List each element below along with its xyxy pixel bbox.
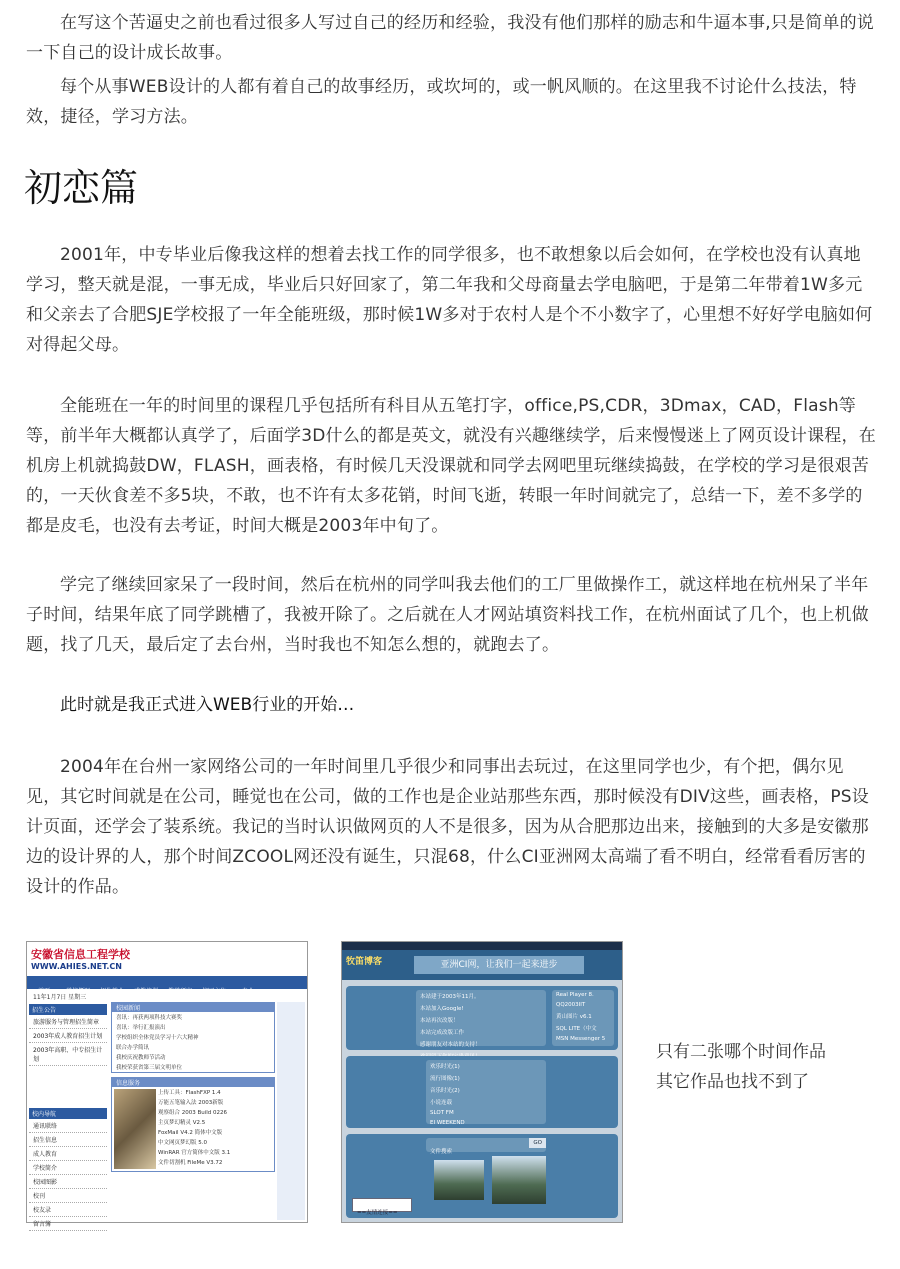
paragraph-course: 全能班在一年的时间里的课程几乎包括所有科目从五笔打字，office,PS,CDR，3Dmax，CAD，Flash等等，前半年大概都认真学了，后面学3D什么的都是英文，就没有兴趣继续学，后来慢慢迷上了网页设计课程，在机房上机就捣鼓DW，FLASH，画表格，有时候几天没课就和同学去网吧里玩继续捣鼓，在学校的学习是很艰苦的，一天伙食差不多5块，不敢，也不许有太多花销，时间飞逝，转眼一年时间就完了，总结一下，差不多学的都是皮毛，也没有去考证，时间大概是2003年中旬了。 xyxy=(26,396,876,536)
sidebar-item: 成人教育 xyxy=(29,1147,107,1161)
nav-item: 校园文化 xyxy=(201,988,226,995)
service-line: WinRAR 官方简体中文版 3.1 xyxy=(158,1150,231,1156)
paragraph-hangzhou: 学完了继续回家呆了一段时间，然后在杭州的同学叫我去他们的工厂里做操作工，就这样地在杭州呆了半年子时间，结果年底了同学跳槽了，我被开除了。之后就在人才网站填资料找工作，在杭州面试了几个，也上机做题，找了几天，最后定了去台州，当时我也不知怎么想的，就跑去了。 xyxy=(26,575,869,655)
building-photo xyxy=(114,1089,156,1169)
service-line: 主页梦幻精灵 V2.5 xyxy=(158,1120,206,1126)
sidebar-item: 招生信息 xyxy=(29,1133,107,1147)
category-line: 小说连载 xyxy=(430,1100,453,1106)
category-list xyxy=(426,1060,546,1124)
service-line: 文件切割机 FileMe V3.72 xyxy=(158,1160,223,1166)
news-line: 联合办学简讯 xyxy=(116,1045,150,1051)
news-line: 我校庆祝教师节活动 xyxy=(116,1055,166,1061)
site-banner: 亚洲CI网，让我们一起来进步 xyxy=(414,956,584,974)
news-line: 喜讯：再获两项科技大赛奖 xyxy=(116,1015,183,1021)
work-screenshot-blog-site xyxy=(341,941,623,1223)
sidebar-item: 学校简介 xyxy=(29,1161,107,1175)
site-topbar xyxy=(342,942,622,950)
download-line: Real Player 8. xyxy=(556,992,594,998)
service-line: 万能五笔输入法 2003新版 xyxy=(158,1100,224,1106)
news-box-title: 校园新闻 xyxy=(112,1003,274,1012)
section-title: 初恋篇 xyxy=(24,166,139,210)
notice-line: 本站完成改版工作 xyxy=(420,1030,465,1036)
category-line: SLOT FM xyxy=(430,1110,454,1116)
service-line: 观察组合 2003 Build 0226 xyxy=(158,1110,228,1116)
list-panel xyxy=(346,1056,618,1128)
service-box xyxy=(111,1077,275,1172)
link-select[interactable] xyxy=(352,1198,412,1216)
work-screenshot-school-site xyxy=(26,941,308,1228)
notice-line: 本站建于2003年11月。 xyxy=(420,994,480,1000)
notice-line: 本站再次改版！ xyxy=(420,1018,459,1024)
nav-item: 成教培训 xyxy=(133,988,158,995)
sidebar-item: 2003年高职、中专招生计划 xyxy=(29,1043,107,1066)
service-line: FoxMail V4.2 简体中文版 xyxy=(158,1130,223,1136)
site-right-column xyxy=(277,1002,305,1220)
search-label: 文件搜索 xyxy=(430,1149,453,1155)
paragraph-2004: 2004年在台州一家网络公司的一年时间里几乎很少和同事出去玩过，在这里同学也少，有个把，偶尔见见，其它时间就是在公司，睡觉也在公司，做的工作也是企业站那些东西，那时候没有DIV这些，画表格，PS设计页面，还学会了装系统。我记的当时认识做网页的人不是很多，因为从合肥那边出来，接触到的大多是安徽那边的设计界的人，那个时间ZCOOL网还没有诞生，只混68，什么CI亚洲网太高端了看不明白，经常看看厉害的设计的作品。 xyxy=(26,757,869,897)
service-box-title: 信息服务 xyxy=(112,1078,274,1087)
nav-item: 招生就业 xyxy=(99,988,124,995)
paragraph-2001: 2001年，中专毕业后像我这样的想着去找工作的同学很多，也不敢想象以后会如何，在学校也没有认真地学习，整天就是混，一事无成，毕业后只好回家了，第二年我和父母商量去学电脑吧，于是第二年带着1W多元和父亲去了合肥SJE学校报了一年全能班级，那时候1W多对于农村人是个不小数字了，心里想不好好学电脑如何对得起父母。 xyxy=(26,245,873,355)
nav-item: 学校概况 xyxy=(65,988,90,995)
download-line: 黄山图片 v6.1 xyxy=(556,1014,592,1020)
sidebar-item: 校友录 xyxy=(29,1203,107,1217)
sidebar-item: 校刊 xyxy=(29,1189,107,1203)
sidebar-item: 旅游服务与管理招生简章 xyxy=(29,1015,107,1029)
download-line: QQ2003IIT xyxy=(556,1002,586,1008)
sidebar-title: 招生公告 xyxy=(29,1004,107,1015)
news-line: 喜讯：举行汇报演出 xyxy=(116,1025,166,1031)
lead-line: 此时就是我正式进入WEB行业的开始… xyxy=(60,695,355,715)
nav-item: 教学研究 xyxy=(167,988,192,995)
caption-line-1: 只有二张哪个时间作品 xyxy=(656,1042,826,1062)
download-line: SQL LITE（中文 xyxy=(556,1026,597,1032)
news-box xyxy=(111,1002,275,1073)
site-logo: 牧笛博客 xyxy=(346,957,383,967)
search-panel xyxy=(346,1134,618,1218)
landscape-photo-2 xyxy=(492,1156,546,1204)
sidebar-item: 校园图影 xyxy=(29,1175,107,1189)
site-url: WWW.AHIES.NET.CN xyxy=(31,962,122,971)
category-line: 音乐时光(2) xyxy=(430,1088,460,1094)
notice-line: 本站加入Google! xyxy=(420,1006,464,1012)
landscape-photo-1 xyxy=(434,1160,484,1200)
nav-item: 专业 xyxy=(241,988,254,995)
go-button[interactable]: GO xyxy=(529,1138,546,1148)
intro-paragraph-2: 每个从事WEB设计的人都有着自己的故事经历，或坎坷的，或一帆风顺的。在这里我不讨论什么技法，特效，捷径，学习方法。 xyxy=(26,77,857,127)
caption-line-2: 其它作品也找不到了 xyxy=(656,1072,809,1092)
sidebar-item: 通讯联络 xyxy=(29,1119,107,1133)
sidebar-title: 校内导航 xyxy=(29,1108,107,1119)
notice-panel xyxy=(346,986,618,1050)
site-header xyxy=(342,950,622,980)
download-line: MSN Messenger 5 xyxy=(556,1036,606,1042)
sidebar-item: 留言簿 xyxy=(29,1217,107,1231)
news-line: 学校组织全体党员学习十六大精神 xyxy=(116,1035,199,1041)
image-caption xyxy=(656,1037,826,1097)
category-line: 流行图像(1) xyxy=(430,1076,460,1082)
nav-item: 首页 xyxy=(37,988,50,995)
sidebar-item: 2003年成人教育招生计划 xyxy=(29,1029,107,1043)
intro-paragraph-1: 在写这个苦逼史之前也看过很多人写过自己的经历和经验，我没有他们那样的励志和牛逼本事,只是简单的说一下自己的设计成长故事。 xyxy=(26,13,875,63)
site-banner xyxy=(27,942,307,978)
category-line: EI WEEKEND xyxy=(430,1120,465,1126)
site-date: 11年1月7日 星期三 xyxy=(33,994,87,1001)
download-list xyxy=(552,990,614,1046)
service-line: 中文网页梦幻版 5.0 xyxy=(158,1140,207,1146)
category-line: 欢乐时光(1) xyxy=(430,1064,460,1070)
link-select-label: ==友情连接== xyxy=(357,1210,398,1216)
site-logo: 安徽省信息工程学校 xyxy=(31,948,130,961)
notice-line: 感谢朋友对本站的支持！ xyxy=(420,1042,481,1048)
site-nav xyxy=(27,978,307,995)
news-line: 我校荣获省第三届文明单位 xyxy=(116,1065,183,1071)
site-main xyxy=(111,1002,275,1220)
notice-list xyxy=(416,990,546,1046)
service-line: 上传工具：FlashFXP 1.4 xyxy=(158,1090,221,1096)
site-sidebar xyxy=(29,1002,107,1228)
search-bar xyxy=(426,1138,546,1155)
